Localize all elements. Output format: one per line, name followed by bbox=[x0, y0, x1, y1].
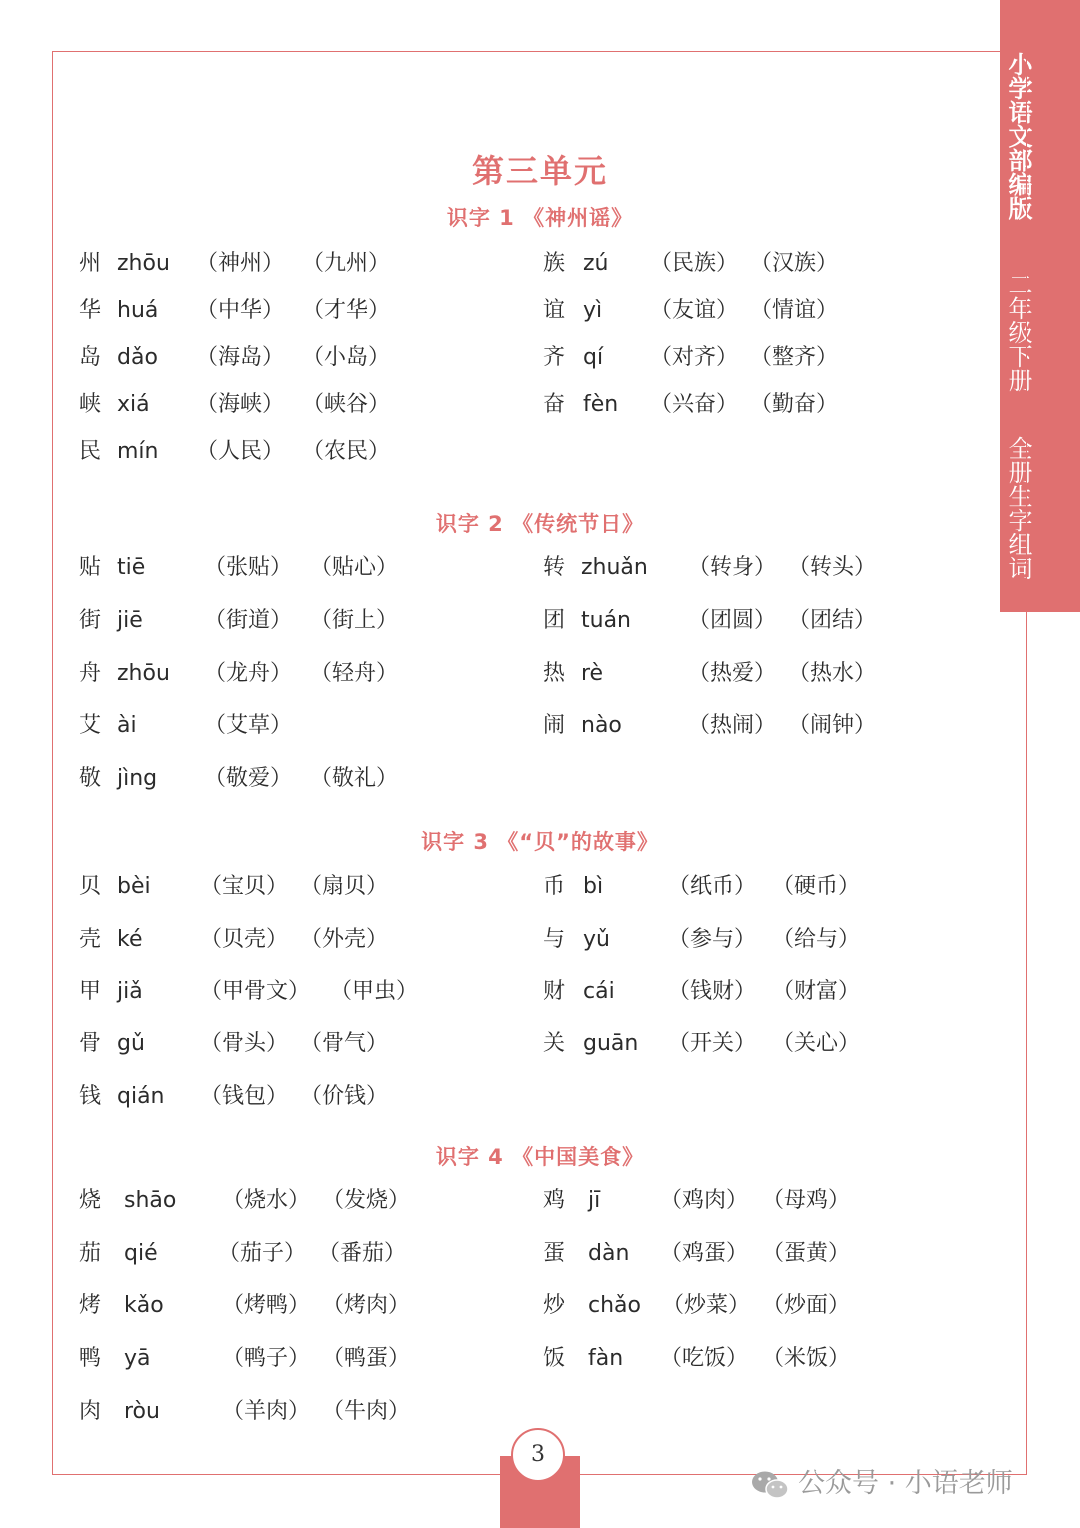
word: （民族） bbox=[650, 251, 739, 276]
vocab-row bbox=[0, 432, 1000, 472]
word: （番茄） bbox=[318, 1241, 407, 1266]
pinyin: zú bbox=[583, 251, 609, 276]
character: 钱 bbox=[79, 1084, 102, 1109]
word: （烤鸭） bbox=[222, 1293, 311, 1318]
vocab-row bbox=[0, 759, 1000, 799]
vocab-row bbox=[0, 1286, 1000, 1326]
pinyin: gǔ bbox=[117, 1031, 145, 1056]
vocab-row bbox=[0, 601, 1000, 641]
word: （热水） bbox=[788, 661, 877, 686]
word: （转头） bbox=[788, 555, 877, 580]
word: （甲骨文） bbox=[200, 979, 311, 1004]
pinyin: huá bbox=[117, 298, 159, 323]
word: （炒面） bbox=[762, 1293, 851, 1318]
pinyin: zhōu bbox=[117, 251, 170, 276]
vocab-row bbox=[0, 1234, 1000, 1274]
pinyin: jī bbox=[588, 1188, 601, 1213]
pinyin: tuán bbox=[581, 608, 631, 633]
character: 贝 bbox=[79, 874, 102, 899]
character: 州 bbox=[79, 251, 102, 276]
pinyin: bì bbox=[583, 874, 604, 899]
word: （硬币） bbox=[772, 874, 861, 899]
word: （海岛） bbox=[196, 345, 285, 370]
pinyin: bèi bbox=[117, 874, 151, 899]
character: 民 bbox=[79, 439, 102, 464]
character: 烧 bbox=[79, 1188, 102, 1213]
word: （艾草） bbox=[204, 713, 293, 738]
word: （外壳） bbox=[300, 927, 389, 952]
side-tab-series: 小学语文部编版 bbox=[1004, 52, 1032, 220]
pinyin: yā bbox=[124, 1346, 151, 1371]
word: （街道） bbox=[204, 608, 293, 633]
pinyin: cái bbox=[583, 979, 615, 1004]
character: 岛 bbox=[79, 345, 102, 370]
word: （烧水） bbox=[222, 1188, 311, 1213]
word: （敬礼） bbox=[310, 766, 399, 791]
vocab-row bbox=[0, 1181, 1000, 1221]
word: （人民） bbox=[196, 439, 285, 464]
pinyin: qián bbox=[117, 1084, 165, 1109]
character: 齐 bbox=[543, 345, 566, 370]
character: 街 bbox=[79, 608, 102, 633]
watermark bbox=[750, 1462, 1013, 1506]
pinyin: yǔ bbox=[583, 927, 610, 952]
word: （龙舟） bbox=[204, 661, 293, 686]
character: 烤 bbox=[79, 1293, 102, 1318]
word: （鸡肉） bbox=[660, 1188, 749, 1213]
vocab-row bbox=[0, 654, 1000, 694]
character: 热 bbox=[543, 661, 566, 686]
word: （兴奋） bbox=[650, 392, 739, 417]
pinyin: ké bbox=[117, 927, 143, 952]
pinyin: kǎo bbox=[124, 1293, 164, 1318]
word: （热闹） bbox=[688, 713, 777, 738]
character: 舟 bbox=[79, 661, 102, 686]
vocab-row bbox=[0, 338, 1000, 378]
word: （情谊） bbox=[750, 298, 839, 323]
character: 甲 bbox=[79, 979, 102, 1004]
character: 贴 bbox=[79, 555, 102, 580]
side-tab-subject: 全册生字组词 bbox=[1004, 436, 1032, 580]
pinyin: nào bbox=[581, 713, 622, 738]
pinyin: jìng bbox=[117, 766, 158, 791]
word: （甲虫） bbox=[330, 979, 419, 1004]
word: （母鸡） bbox=[762, 1188, 851, 1213]
section-title: 识字 3 《“贝”的故事》 bbox=[421, 830, 659, 854]
character: 财 bbox=[543, 979, 566, 1004]
word: （吃饭） bbox=[660, 1346, 749, 1371]
section-title: 识字 4 《中国美食》 bbox=[435, 1145, 645, 1169]
word: （鸡蛋） bbox=[660, 1241, 749, 1266]
word: （参与） bbox=[668, 927, 757, 952]
character: 族 bbox=[543, 251, 566, 276]
pinyin: shāo bbox=[124, 1188, 177, 1213]
word: （张贴） bbox=[204, 555, 293, 580]
character: 饭 bbox=[543, 1346, 566, 1371]
word: （热爱） bbox=[688, 661, 777, 686]
word: （关心） bbox=[772, 1031, 861, 1056]
character: 肉 bbox=[79, 1399, 102, 1424]
word: （对齐） bbox=[650, 345, 739, 370]
character: 峡 bbox=[79, 392, 102, 417]
pinyin: guān bbox=[583, 1031, 639, 1056]
word: （羊肉） bbox=[222, 1399, 311, 1424]
pinyin: zhōu bbox=[117, 661, 170, 686]
word: （米饭） bbox=[762, 1346, 851, 1371]
word: （街上） bbox=[310, 608, 399, 633]
vocab-row bbox=[0, 291, 1000, 331]
word: （团结） bbox=[788, 608, 877, 633]
word: （友谊） bbox=[650, 298, 739, 323]
pinyin: jiē bbox=[117, 608, 143, 633]
pinyin: chǎo bbox=[588, 1293, 641, 1318]
pinyin: fèn bbox=[583, 392, 619, 417]
side-tab-grade: 二年级下册 bbox=[1004, 272, 1032, 392]
character: 鸡 bbox=[543, 1188, 566, 1213]
pinyin: xiá bbox=[117, 392, 150, 417]
character: 茄 bbox=[79, 1241, 102, 1266]
word: （纸币） bbox=[668, 874, 757, 899]
word: （宝贝） bbox=[200, 874, 289, 899]
word: （农民） bbox=[302, 439, 391, 464]
pinyin: fàn bbox=[588, 1346, 624, 1371]
word: （牛肉） bbox=[322, 1399, 411, 1424]
word: （鸭子） bbox=[222, 1346, 311, 1371]
pinyin: mín bbox=[117, 439, 159, 464]
vocab-row bbox=[0, 972, 1000, 1012]
word: （海峡） bbox=[196, 392, 285, 417]
character: 谊 bbox=[543, 298, 566, 323]
word: （开关） bbox=[668, 1031, 757, 1056]
word: （中华） bbox=[196, 298, 285, 323]
word: （烤肉） bbox=[322, 1293, 411, 1318]
character: 蛋 bbox=[543, 1241, 566, 1266]
word: （鸭蛋） bbox=[322, 1346, 411, 1371]
word: （钱财） bbox=[668, 979, 757, 1004]
word: （给与） bbox=[772, 927, 861, 952]
pinyin: ài bbox=[117, 713, 137, 738]
wechat-icon bbox=[750, 1469, 790, 1501]
vocab-row bbox=[0, 706, 1000, 746]
word: （九州） bbox=[302, 251, 391, 276]
pinyin: dǎo bbox=[117, 345, 158, 370]
word: （价钱） bbox=[300, 1084, 389, 1109]
vocab-row bbox=[0, 1077, 1000, 1117]
word: （转身） bbox=[688, 555, 777, 580]
character: 转 bbox=[543, 555, 566, 580]
pinyin: ròu bbox=[124, 1399, 160, 1424]
page-title: 第三单元 bbox=[471, 152, 608, 190]
word: （蛋黄） bbox=[762, 1241, 851, 1266]
word: （财富） bbox=[772, 979, 861, 1004]
word: （整齐） bbox=[750, 345, 839, 370]
character: 鸭 bbox=[79, 1346, 102, 1371]
vocab-row bbox=[0, 385, 1000, 425]
word: （骨头） bbox=[200, 1031, 289, 1056]
pinyin: tiē bbox=[117, 555, 146, 580]
pinyin: qié bbox=[124, 1241, 158, 1266]
vocab-row bbox=[0, 1392, 1000, 1432]
pinyin: rè bbox=[581, 661, 604, 686]
word: （汉族） bbox=[750, 251, 839, 276]
character: 华 bbox=[79, 298, 102, 323]
vocab-row bbox=[0, 920, 1000, 960]
vocab-row bbox=[0, 1339, 1000, 1379]
vocab-row bbox=[0, 867, 1000, 907]
word: （团圆） bbox=[688, 608, 777, 633]
word: （才华） bbox=[302, 298, 391, 323]
page-number: 3 bbox=[511, 1428, 565, 1482]
pinyin: yì bbox=[583, 298, 603, 323]
character: 敬 bbox=[79, 766, 102, 791]
word: （轻舟） bbox=[310, 661, 399, 686]
word: （钱包） bbox=[200, 1084, 289, 1109]
vocab-row bbox=[0, 244, 1000, 284]
word: （贴心） bbox=[310, 555, 399, 580]
character: 骨 bbox=[79, 1031, 102, 1056]
pinyin: zhuǎn bbox=[581, 555, 648, 580]
pinyin: dàn bbox=[588, 1241, 630, 1266]
character: 币 bbox=[543, 874, 566, 899]
vocab-row bbox=[0, 548, 1000, 588]
character: 炒 bbox=[543, 1293, 566, 1318]
word: （勤奋） bbox=[750, 392, 839, 417]
character: 与 bbox=[543, 927, 566, 952]
character: 艾 bbox=[79, 713, 102, 738]
word: （神州） bbox=[196, 251, 285, 276]
word: （小岛） bbox=[302, 345, 391, 370]
pinyin: jiǎ bbox=[117, 979, 143, 1004]
section-title: 识字 1 《神州谣》 bbox=[446, 206, 634, 230]
character: 壳 bbox=[79, 927, 102, 952]
word: （骨气） bbox=[300, 1031, 389, 1056]
section-title: 识字 2 《传统节日》 bbox=[435, 512, 645, 536]
word: （炒菜） bbox=[662, 1293, 751, 1318]
watermark-text: 公众号 · 小语老师 bbox=[798, 1468, 1013, 1499]
word: （峡谷） bbox=[302, 392, 391, 417]
vocab-row bbox=[0, 1024, 1000, 1064]
character: 闹 bbox=[543, 713, 566, 738]
word: （扇贝） bbox=[300, 874, 389, 899]
word: （发烧） bbox=[322, 1188, 411, 1213]
pinyin: qí bbox=[583, 345, 604, 370]
character: 关 bbox=[543, 1031, 566, 1056]
word: （敬爱） bbox=[204, 766, 293, 791]
character: 奋 bbox=[543, 392, 566, 417]
word: （闹钟） bbox=[788, 713, 877, 738]
word: （贝壳） bbox=[200, 927, 289, 952]
character: 团 bbox=[543, 608, 566, 633]
word: （茄子） bbox=[218, 1241, 307, 1266]
